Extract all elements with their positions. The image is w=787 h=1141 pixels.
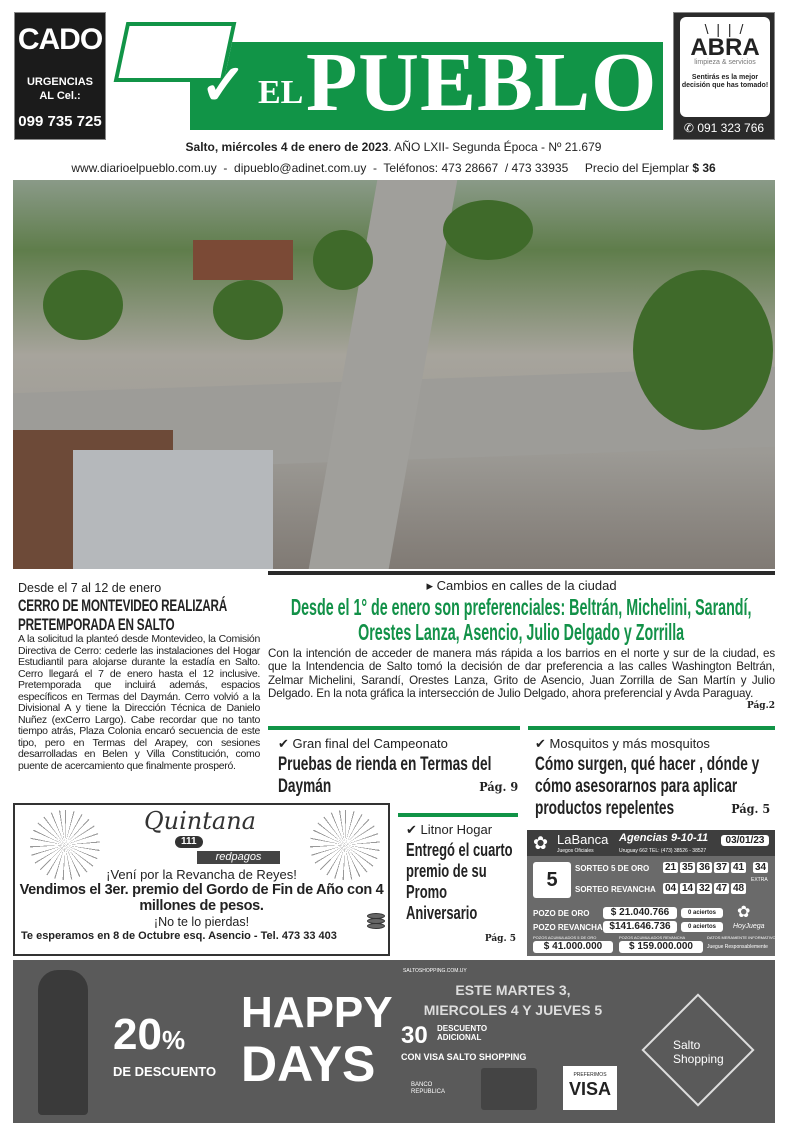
dates: ESTE MARTES 3, MIERCOLES 4 Y JUEVES 5 [423, 982, 603, 1018]
labanca-sub: Juegos Oficiales [557, 848, 594, 854]
extra-ball: 34 [754, 862, 767, 873]
cado-logo: CADO [17, 23, 103, 56]
ball: 47 [715, 883, 728, 894]
page-ref: Pág. 5 [731, 802, 771, 816]
pozo-revancha: $141.646.736 [603, 921, 677, 933]
aciertos: 0 aciertos [681, 908, 723, 918]
revancha-numbers [663, 883, 748, 894]
article-kicker: Mosquitos y más mosquitos [549, 736, 710, 751]
extra-pct: 30 [401, 1022, 428, 1049]
descuento: DE DESCUENTO [113, 1064, 217, 1079]
labanca-brand: LaBanca [557, 832, 609, 847]
draw-date: 03/01/23 [721, 835, 769, 846]
cerro-article[interactable] [18, 581, 260, 772]
contact-info: www.diarioelpueblo.com.uy - dipueblo@adinet.com.uy - Teléfonos: 473 28667 / 473 33935 Precio del Ejemplar [71, 161, 693, 175]
sorteo-numbers [663, 862, 748, 873]
pozo-oro-label: POZO DE ORO [533, 909, 590, 918]
web: SALTOSHOPPING.COM.UY [403, 968, 467, 974]
abra-tagline: Sentirás es la mejor decisión que has tomado! [681, 74, 769, 89]
address: Uruguay 662 TEL: (473) 38526 - 38527 [619, 848, 707, 854]
revancha-label: SORTEO REVANCHA [575, 885, 656, 894]
check-icon: ✔ [278, 736, 289, 751]
extra-text: DESCUENTO ADICIONAL [437, 1024, 488, 1042]
date: Salto, miércoles 4 de enero de 2023 [185, 140, 389, 154]
contact-line [0, 161, 787, 175]
salto-shopping-ad[interactable] [13, 960, 775, 1123]
ad-line: Te esperamos en 8 de Octubre esq. Asencio - Tel. 473 33 403 [21, 930, 337, 942]
quintana-number: 111 [175, 836, 203, 848]
article-headline[interactable]: CERRO DE MONTEVIDEO REALIZARÁ PRETEMPORADA EN SALTO [18, 596, 228, 634]
ball: 21 [664, 862, 677, 873]
informativos: DATOS MERAMENTE INFORMATIVOS [707, 935, 779, 940]
acum-oro-label: POZOS ACUMULADOS 5 DE ORO [533, 935, 597, 940]
abra-phone: 091 323 766 [697, 121, 765, 135]
banco: BANCO REPUBLICA [411, 1082, 446, 1095]
edition: . AÑO LXII- Segunda Época - Nº 21.679 [388, 140, 602, 154]
masthead-el: EL [258, 74, 304, 111]
article-headline[interactable]: Cómo surgen, qué hacer , dónde y cómo asesorarnos para aplicar productos repelentes [535, 754, 760, 819]
article-headline[interactable]: Pruebas de rienda en Termas del Daymán [278, 754, 492, 797]
litnor-article[interactable] [406, 822, 516, 946]
ball: 36 [698, 862, 711, 873]
masthead-pueblo: PUEBLO [306, 36, 658, 129]
street-photo [13, 180, 775, 569]
ball: 48 [732, 883, 745, 894]
ad-line: ¡No te lo pierdas! [153, 915, 250, 929]
hoyjuega: HoyJuega [733, 923, 765, 930]
5-de-oro-icon: 5 [533, 862, 571, 898]
shopping: Shopping [673, 1052, 724, 1066]
labanca-logo-icon: ✿ [533, 833, 549, 853]
ball: 35 [681, 862, 694, 873]
ball: 14 [681, 883, 694, 894]
quintana-ad[interactable] [13, 803, 390, 956]
article-kicker: Gran final del Campeonato [292, 736, 448, 751]
hoyjuega-icon: ✿ [737, 904, 751, 921]
ball: 04 [664, 883, 677, 894]
quintana-logo: Quintana [144, 807, 256, 835]
person-image [38, 970, 88, 1115]
article-kicker: Desde el 7 al 12 de enero [18, 581, 162, 595]
mosquitos-article[interactable] [535, 736, 770, 820]
cado-phone: 099 735 725 [18, 113, 102, 130]
article-body: Con la intención de acceder de manera más rápida a los barrios en el norte y sur de la ciudad, es que la Intendencia de Salto tomó la decisión de dar preferencia a las calles Washington Beltrán, Zelmar Michelini, Sarandí, Orestes Lanza, Grito de Asencio, Juan Zorrilla de San Martín y Julio Delgado. En la nota gráfica la intersección de Julio Delgado, ahora preferencial y Avda Paraguay. [268, 647, 775, 700]
abra-ad[interactable] [673, 12, 775, 140]
whatsapp-icon: ✆ [683, 121, 694, 135]
article-kicker: Cambios en calles de la ciudad [436, 578, 617, 593]
ball: 32 [698, 883, 711, 894]
pozo-oro: $ 21.040.766 [603, 907, 677, 919]
ball: 37 [715, 862, 728, 873]
visa: VISA [568, 1079, 611, 1099]
price: $ 36 [692, 161, 716, 175]
cado-al-cel: AL Cel.: [39, 90, 81, 102]
ball: 41 [732, 862, 745, 873]
acum-oro: $ 41.000.000 [533, 941, 613, 953]
labanca-results[interactable] [527, 830, 779, 956]
pozo-rev-label: POZO REVANCHA [533, 923, 603, 932]
main-article[interactable] [268, 578, 775, 713]
triangle-icon: ▸ [426, 578, 433, 593]
happy: HAPPY [241, 988, 393, 1037]
discount-pct [113, 1010, 185, 1065]
credit-card-icon [481, 1068, 537, 1110]
visa-line: CON VISA SALTO SHOPPING [401, 1052, 527, 1062]
divider [268, 571, 775, 575]
article-kicker: Litnor Hogar [420, 822, 493, 837]
pct: 20 [113, 1010, 162, 1059]
redpagos-logo: redpagos [197, 851, 280, 864]
dateline [0, 140, 787, 154]
sorteo-label: SORTEO 5 DE ORO [575, 864, 650, 873]
check-icon: ✔ [535, 736, 546, 751]
page-ref: Pág.2 [746, 701, 775, 712]
article-headline[interactable]: Desde el 1° de enero son preferenciales: Beltrán, Michelini, Sarandí, Orestes Lanza, Asencio, Julio Delgado y Zorrilla [291, 594, 752, 645]
acum-rev-label: POZOS ACUMULADOS REVANCHA [619, 935, 686, 940]
salto: Salto [673, 1038, 701, 1052]
acum-rev: $ 159.000.000 [619, 941, 703, 953]
preferimos: PREFERIMOS [573, 1072, 607, 1078]
sunburst-icon: \ | | / [704, 21, 746, 37]
check-icon: ✔ [406, 822, 417, 837]
ad-line: ¡Vení por la Revancha de Reyes! [106, 867, 297, 882]
rienda-article[interactable] [278, 736, 518, 798]
article-headline[interactable]: Entregó el cuarto premio de su Promo Aniversario [406, 840, 513, 923]
responsable: Juegue Responsablemente [707, 944, 768, 950]
page-ref: Pág. 5 [484, 934, 516, 944]
checkmark-icon: ✓ [200, 53, 247, 116]
cado-urgencias: URGENCIAS [26, 76, 93, 88]
masthead-logo[interactable] [120, 22, 663, 130]
abra-name: ABRA [690, 34, 760, 61]
article-body: A la solicitud la planteó desde Montevideo, la Comisión Directiva de Cerro: cederle las instalaciones del Hogar Estudiantil para alojarse durante la estadía en Salto. Cerro llegará el 7 de enero hasta el 12 inclusive. Pretemporada que incluirá además, espacios específicos en Termas del Daymán. Cerro volvió a la Divisional A y tiene la Dirección Técnica de Danielo Nuñez (exCerro Largo). Cabe recordar que no tanto tiempo atrás, Plaza Colonia encaró secuencia de este tipo, pero en Termas del Arapey, con sesiones desarrolladas en Belen y Villa Constitución, como puente de acercamiento que finalmente prosperó. [18, 633, 260, 772]
page-ref: Pág. 9 [479, 780, 519, 794]
divider [528, 726, 775, 730]
agencias: Agencias 9-10-11 [619, 832, 709, 844]
cado-ad[interactable] [14, 12, 106, 140]
ad-line: Vendimos el 3er. premio del Gordo de Fin de Año con 4 millones de pesos. [19, 882, 384, 914]
pct-sign: % [161, 1025, 186, 1055]
extra-label: EXTRA [751, 877, 768, 883]
coins-icon [365, 913, 387, 943]
aciertos: 0 aciertos [681, 922, 723, 932]
divider [398, 813, 518, 817]
days: DAYS [241, 1036, 376, 1092]
divider [268, 726, 520, 730]
abra-sub: limpieza & servicios [694, 59, 756, 66]
